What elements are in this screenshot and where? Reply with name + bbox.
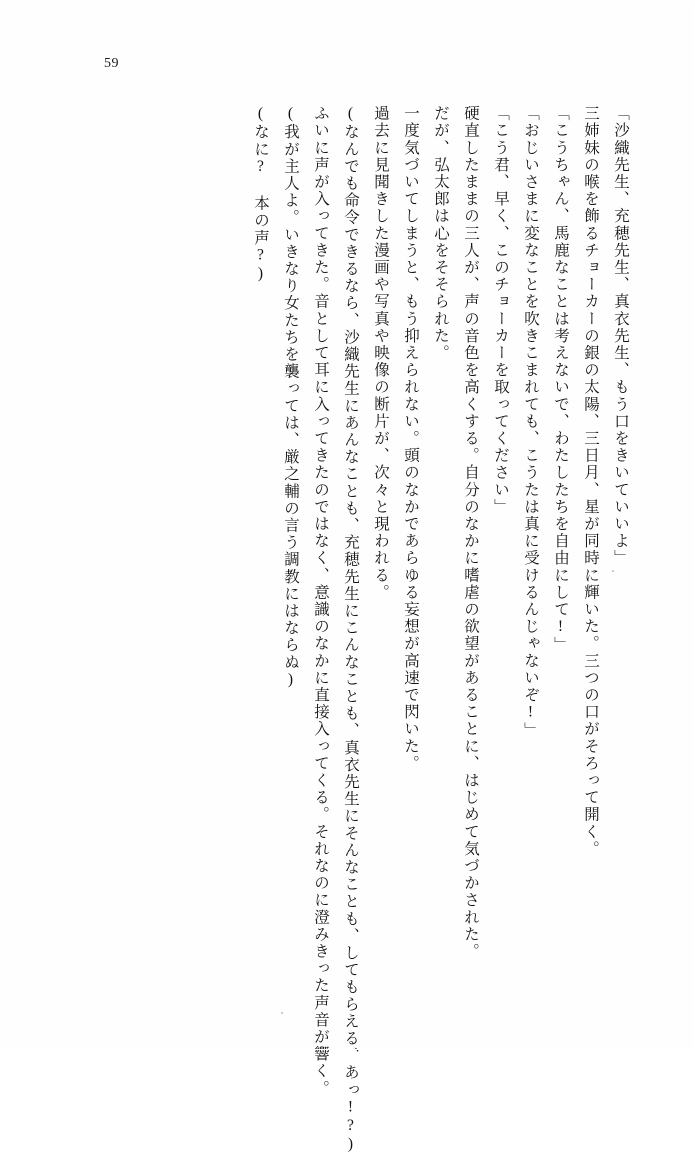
text-line: (なに? 本の声?) bbox=[252, 105, 269, 284]
text-line: (なんでも命令できるなら、沙織先生にあんなことも、充穂先生にこんなことも、真衣先生にそんなことも、してもらえる、あっ!?) bbox=[342, 105, 359, 1154]
page-number: 59 bbox=[104, 56, 119, 71]
text-line: (我が主人よ。いきなり女たちを襲っては、厳之輔の言う調教にはならぬ) bbox=[282, 105, 299, 690]
text-line: 「沙織先生、充穂先生、真衣先生、もう口をきいていいよ」 bbox=[612, 105, 629, 567]
paper-speck bbox=[281, 1012, 283, 1014]
text-line: 三姉妹の喉を飾るチョーカーの銀の太陽、三日月、星が同時に輝いた。三つの口がそろって開く。 bbox=[582, 105, 599, 858]
text-line: 一度気づいてしまうと、もう抑えられない。頭のなかであらゆる妄想が高速で閃いた。 bbox=[402, 105, 419, 772]
text-line: 「こうちゃん、馬鹿なことは考えないで、わたしたちを自由にして!」 bbox=[552, 105, 569, 654]
text-line: だが、弘太郎は心をそそられた。 bbox=[432, 105, 449, 362]
text-line: 硬直したままの三人が、声の音色を高くする。自分のなかに嗜虐の欲望があることに、はじめて気づかされた。 bbox=[462, 105, 479, 960]
paper-speck bbox=[612, 570, 614, 572]
text-line: 「おじいさまに変なことを吹きこまれても、こうたは真に受けるんじゃないぞ!」 bbox=[522, 105, 539, 740]
text-line: 過去に見聞きした漫画や写真や映像の断片が、次々と現われる。 bbox=[372, 105, 389, 601]
vertical-text-body bbox=[62, 105, 635, 1154]
text-line: ふいに声が入ってきた。音として耳に入ってきたのではなく、意識のなかに直接入ってくる。それなのに澄みきった声音が響く。 bbox=[312, 105, 329, 1097]
text-line: 「こう君、早く、このチョーカーを取ってください」 bbox=[492, 105, 509, 516]
